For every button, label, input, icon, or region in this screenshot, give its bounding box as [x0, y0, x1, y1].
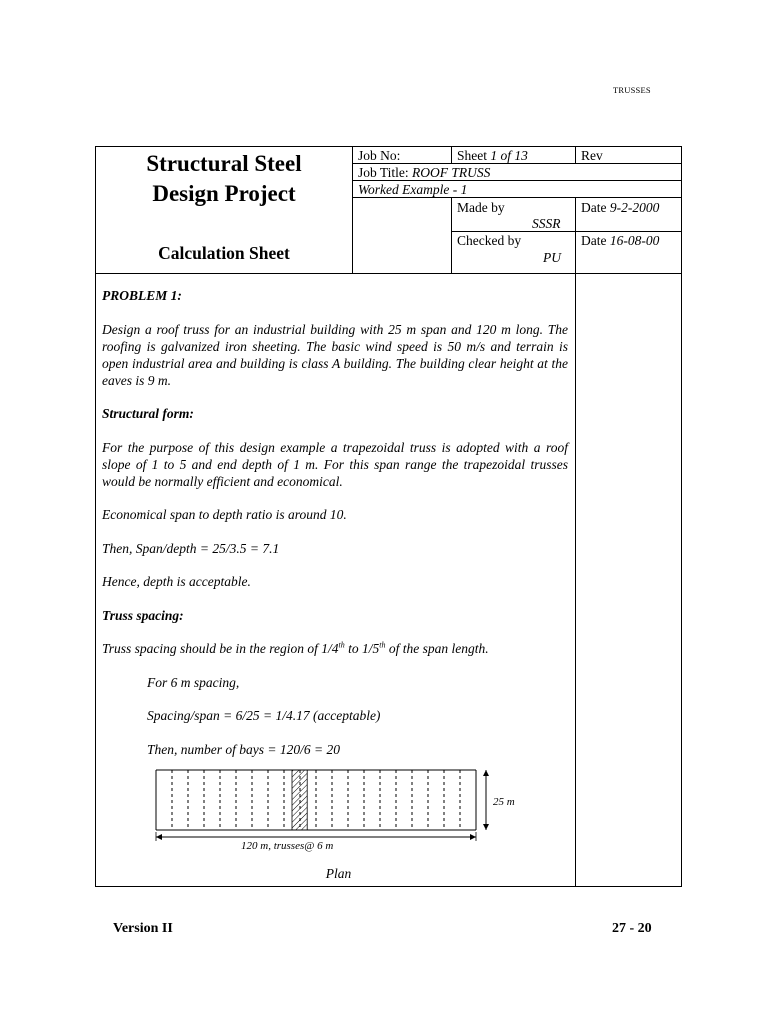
problem-text: Design a roof truss for an industrial building with 25 m span and 120 m long. The roofing is galvanized iron sheeting. The basic wind speed is 50 m/s and terrain is open industrial area and building is class A building. The building clear height at the eaves is 9 m.	[102, 321, 568, 388]
plan-caption: Plan	[325, 866, 352, 881]
worked-example: Worked Example - 1	[358, 182, 468, 197]
checked-by-value: PU	[543, 250, 561, 265]
made-date	[581, 199, 659, 216]
title-block	[96, 147, 352, 273]
economical-span-text: Economical span to depth ratio is around 10.	[102, 507, 347, 522]
margin-column-divider	[575, 273, 576, 887]
number-of-bays-calc: Then, number of bays = 120/6 = 20	[147, 741, 340, 757]
made-date-label: Date	[581, 200, 607, 215]
structural-form-heading: Structural form:	[102, 406, 194, 421]
running-head: TRUSSES	[613, 85, 651, 95]
truss-spacing-heading: Truss spacing:	[102, 607, 184, 623]
plan-length-label: 120 m, trusses@ 6 m	[241, 840, 334, 852]
sheet-label: Sheet	[457, 148, 487, 163]
structural-form-text: For the purpose of this design example a trapezoidal truss is adopted with a roof slope of 1 to 5 and end depth of 1 m. For this span range the trapezoidal trusses would be normally efficient and economical.	[102, 439, 568, 489]
plan-width-label: 25 m	[493, 796, 515, 808]
job-no-label: Job No:	[358, 148, 401, 163]
width-arrow-bottom	[483, 824, 489, 830]
made-by-label: Made by	[457, 200, 505, 215]
truss-plan-diagram	[151, 765, 571, 860]
checked-date-label: Date	[581, 233, 607, 248]
sheet-value: 1 of 13	[490, 148, 528, 163]
width-arrow-top	[483, 770, 489, 776]
job-title-label: Job Title:	[358, 165, 409, 180]
calculation-sheet-title: Calculation Sheet	[158, 243, 290, 263]
truss-spacing-text	[102, 640, 568, 657]
six-m-spacing-text: For 6 m spacing,	[147, 674, 240, 690]
spacing-sup2: th	[379, 640, 386, 650]
length-arrow-left	[156, 834, 162, 840]
footer-page-number: 27 - 20	[612, 921, 652, 936]
spacing-text-mid: to 1/5	[344, 641, 380, 656]
sheet-number	[457, 147, 528, 164]
sheet-header	[96, 147, 681, 274]
length-arrow-right	[470, 834, 476, 840]
job-title-value: ROOF TRUSS	[412, 165, 491, 180]
spacing-text-pre: Truss spacing should be in the region of 1/4	[102, 641, 339, 656]
project-title	[96, 149, 352, 209]
made-date-value: 9-2-2000	[609, 200, 660, 215]
depth-acceptable-text: Hence, depth is acceptable.	[102, 574, 251, 589]
made-by-value: SSSR	[532, 216, 561, 231]
span-depth-calc: Then, Span/depth = 25/3.5 = 7.1	[102, 540, 280, 556]
footer-version: Version II	[113, 921, 173, 936]
checked-by-label: Checked by	[457, 233, 522, 248]
calculation-body	[102, 287, 568, 774]
spacing-sup1: th	[338, 640, 345, 650]
job-title	[358, 164, 490, 181]
checked-date-value: 16-08-00	[609, 233, 660, 248]
problem-heading: PROBLEM 1:	[102, 288, 182, 303]
project-title-line1: Structural Steel	[146, 151, 302, 176]
spacing-text-post: of the span length.	[385, 641, 489, 656]
calculation-sheet	[95, 146, 682, 887]
rev-label: Rev	[581, 148, 603, 163]
spacing-span-calc: Spacing/span = 6/25 = 1/4.17 (acceptable)	[147, 708, 381, 723]
project-title-line2: Design Project	[152, 181, 296, 206]
checked-date	[581, 232, 659, 249]
